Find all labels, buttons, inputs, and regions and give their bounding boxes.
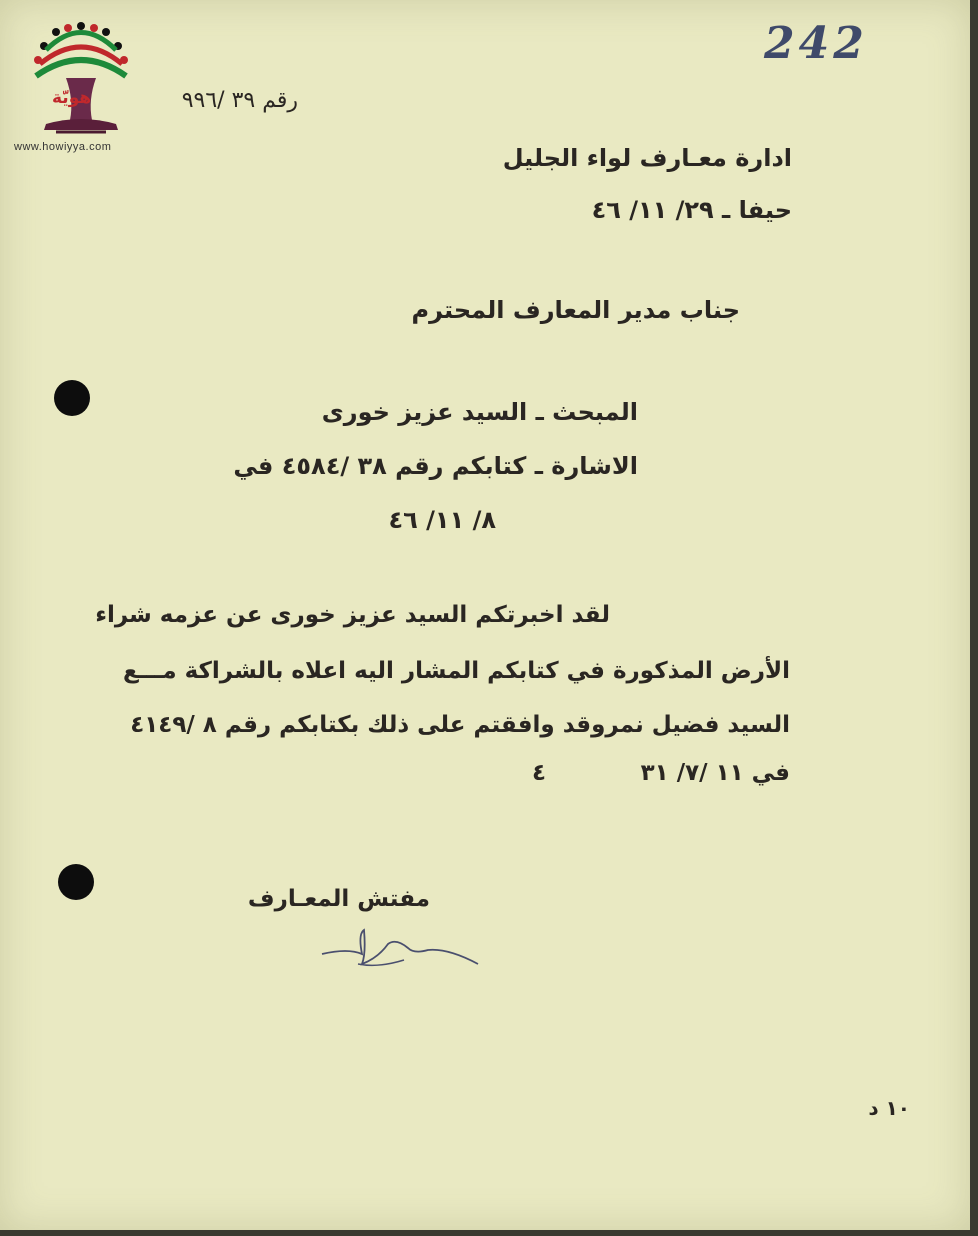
reference-line-1: الاشارة ـ كتابكم رقم ٣٨ /٤٥٨٤ في xyxy=(233,452,638,480)
salutation: جناب مدير المعارف المحترم xyxy=(411,296,740,324)
body-mark: ٤ xyxy=(531,760,546,786)
body-line-3: السيد فضيل نمروقد وافقتم على ذلك بكتابكم رقم ٨ /٤١٤٩ xyxy=(130,712,790,738)
body-line-4: في ١١ /٧/ ٣١ xyxy=(640,760,790,786)
body-line-2: الأرض المذكورة في كتابكم المشار اليه اعلاه بالشراكة مـــع xyxy=(123,658,790,684)
scan-edge-right xyxy=(970,0,978,1236)
page-number: 242 xyxy=(764,18,868,69)
logo-url: www.howiyya.com xyxy=(14,141,112,153)
office-heading: ادارة معـارف لواء الجليل xyxy=(502,144,792,172)
reference-line-2: ٨/ ١١/ ٤٦ xyxy=(388,506,496,534)
scan-edge-bottom xyxy=(0,1230,978,1236)
reference-number: رقم ٣٩ /٩٩٦ xyxy=(181,88,298,113)
handwritten-signature xyxy=(318,924,488,974)
punch-hole-bottom xyxy=(58,864,94,900)
footer-code: ١٠ د xyxy=(868,1096,910,1120)
tree-people-logo-icon xyxy=(26,20,136,140)
logo-wordmark: هويّة xyxy=(52,88,92,108)
signature-title: مفتش المعـارف xyxy=(247,886,430,912)
body-line-1: لقد اخبرتكم السيد عزيز خورى عن عزمه شراء xyxy=(95,602,610,628)
punch-hole-top xyxy=(54,380,90,416)
subject-line: المبحث ـ السيد عزيز خورى xyxy=(321,398,638,426)
place-date: حيفا ـ ٢٩/ ١١/ ٤٦ xyxy=(591,196,792,224)
